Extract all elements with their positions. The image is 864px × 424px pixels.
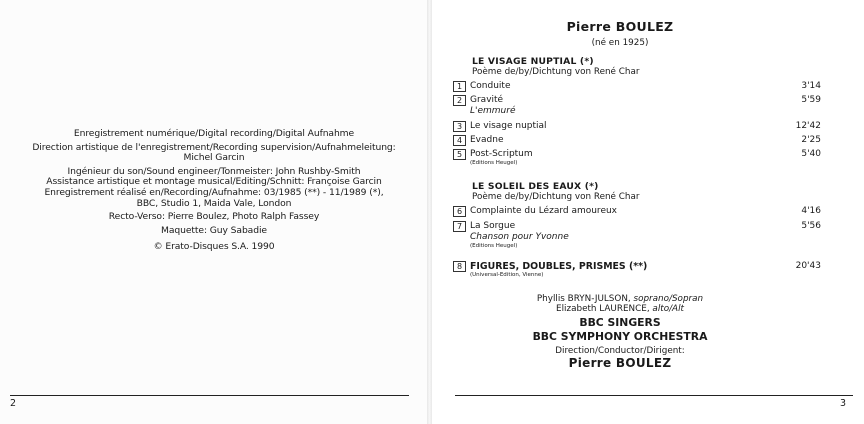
track-publisher: (Universal-Edition, Vienne): [470, 272, 544, 278]
credit-recording-venue: BBC, Studio 1, Maida Vale, London: [136, 197, 292, 209]
credit-sound-engineer: Ingénieur du son/Sound engineer/Tonmeister: John Rushby-Smith: [67, 165, 361, 177]
track-title: Post-Scriptum: [470, 149, 533, 159]
performer-soprano-name: Phyllis BRYN-JULSON: [536, 294, 628, 304]
credit-photo: Recto-Verso: Pierre Boulez, Photo Ralph Fassey: [108, 211, 320, 223]
performer-choir: BBC SINGERS: [579, 316, 661, 329]
credit-design: Maquette: Guy Sabadie: [161, 224, 267, 236]
track-title: Complainte du Lézard amoureux: [470, 206, 618, 216]
track-duration: 5'59: [801, 95, 821, 105]
track-duration: 5'40: [801, 149, 821, 159]
track-duration: 2'25: [801, 135, 821, 145]
performer-alto-name: Elizabeth LAURENCE: [556, 304, 647, 314]
work-subtitle-visage-nuptial: Poème de/by/Dichtung von René Char: [472, 67, 640, 77]
track-title: Evadne: [470, 135, 504, 145]
composer-name: Pierre BOULEZ: [566, 19, 674, 34]
credit-recording-dates: Enregistrement réalisé en/Recording/Aufnahme: 03/1985 (**) - 11/1989 (*),: [44, 186, 384, 198]
performer-alto: Elizabeth LAURENCE, alto/Alt: [556, 304, 684, 314]
left-page-number: 2: [10, 398, 17, 409]
performer-orchestra: BBC SYMPHONY ORCHESTRA: [532, 330, 708, 343]
credit-supervision-name: Michel Garcin: [183, 152, 245, 164]
track-duration: 3'14: [801, 81, 821, 91]
track-number: 1: [453, 81, 466, 92]
track-row: [453, 135, 821, 147]
track-row: [453, 81, 821, 93]
conductor-name: Pierre BOULEZ: [568, 356, 672, 370]
track-row: [453, 206, 821, 218]
track-row: [453, 121, 821, 133]
track-publisher: (Editions Heugel): [470, 243, 518, 249]
work-title-soleil-des-eaux: LE SOLEIL DES EAUX (*): [472, 181, 599, 192]
track-publisher: (Editions Heugel): [470, 160, 518, 166]
track-subtitle: Chanson pour Yvonne: [470, 232, 569, 242]
credit-supervision-label: Direction artistique de l'enregistrement/Recording supervision/Aufnahmeleitung:: [32, 141, 396, 153]
credit-digital-recording: Enregistrement numérique/Digital recording/Digital Aufnahme: [73, 128, 355, 139]
work-subtitle-soleil-des-eaux: Poème de/by/Dichtung von René Char: [472, 192, 640, 202]
left-footer-rule: [10, 395, 409, 396]
track-number: 2: [453, 95, 466, 106]
credit-editing: Assistance artistique et montage musical/Editing/Schnitt: Françoise Garcin: [46, 176, 382, 188]
track-duration: 5'56: [801, 221, 821, 231]
right-page-number: 3: [840, 398, 847, 409]
credits-block: [12, 129, 416, 253]
track-subtitle: L'emmuré: [470, 106, 516, 116]
performer-soprano-role: soprano/Sopran: [633, 294, 704, 304]
copyright: © Erato-Disques S.A. 1990: [153, 241, 275, 253]
performer-alto-role: alto/Alt: [652, 304, 684, 314]
track-number: 8: [453, 261, 466, 272]
track-title: La Sorgue: [470, 221, 516, 231]
track-number: 3: [453, 121, 466, 132]
composer-birth: (né en 1925): [591, 38, 649, 48]
track-number: 5: [453, 149, 466, 160]
track-title: Gravité: [470, 95, 504, 105]
work-title-visage-nuptial: LE VISAGE NUPTIAL (*): [472, 56, 594, 67]
track-number: 7: [453, 221, 466, 232]
work-title-figures-doubles-prismes: FIGURES, DOUBLES, PRISMES (**): [470, 261, 648, 272]
track-title: Conduite: [470, 81, 511, 91]
direction-label: Direction/Conductor/Dirigent:: [555, 346, 685, 356]
track-duration: 20'43: [795, 261, 821, 271]
track-number: 4: [453, 135, 466, 146]
right-footer-rule: [455, 395, 853, 396]
track-title: Le visage nuptial: [470, 121, 547, 131]
track-duration: 12'42: [795, 121, 821, 131]
track-duration: 4'16: [801, 206, 821, 216]
performer-soprano: Phyllis BRYN-JULSON, soprano/Sopran: [536, 294, 704, 304]
track-number: 6: [453, 206, 466, 217]
